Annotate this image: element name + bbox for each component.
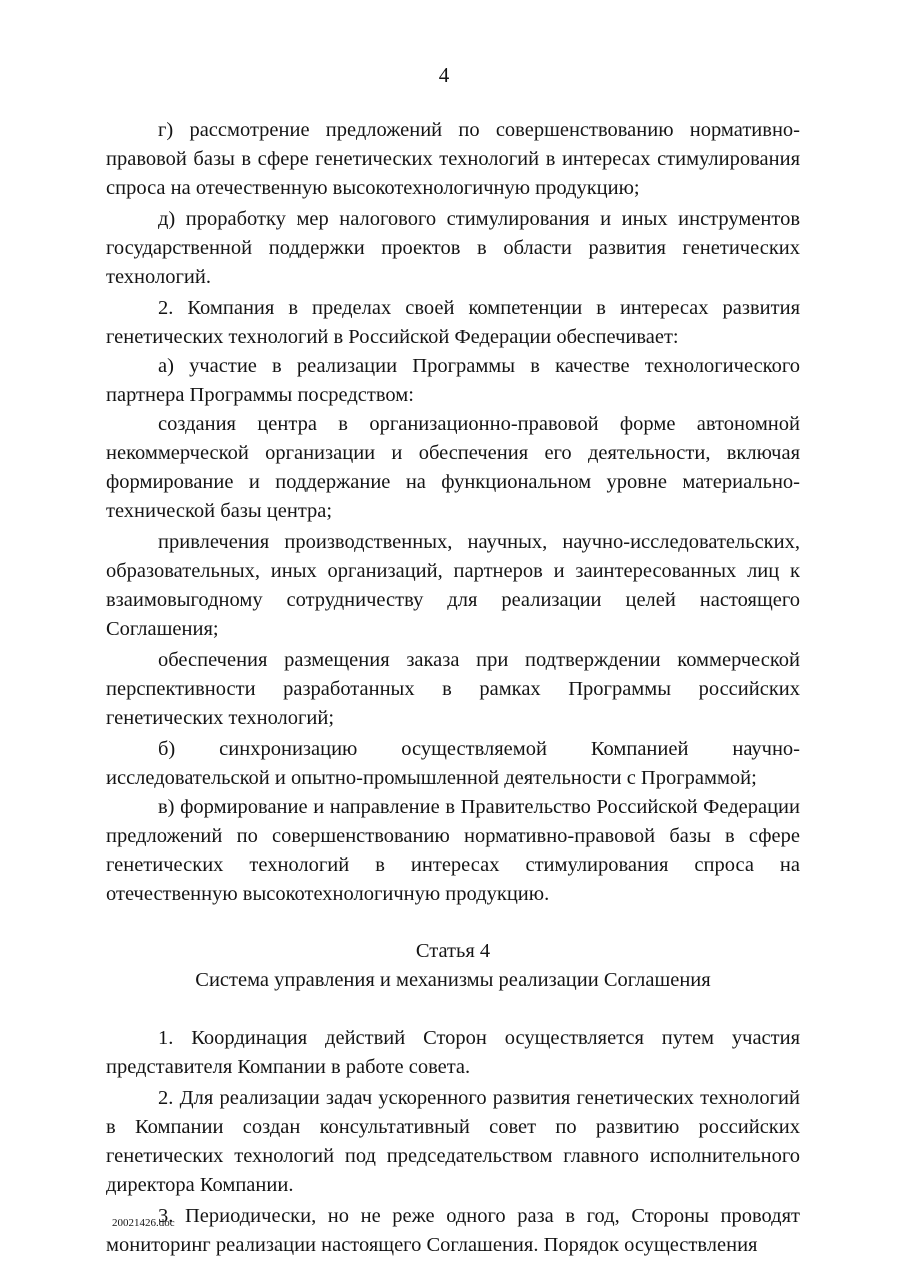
paragraph-center-creation: создания центра в организационно-правовой форме автономной некоммерческой организации и обеспечения его деятельности, включая формирование и поддержание на функциональном уровне материально-технической базы центра;	[106, 413, 800, 522]
paragraph-d: д) проработку мер налогового стимулирования и иных инструментов государственной поддержки проектов в области развития генетических технологий.	[106, 208, 800, 288]
paragraph-1-coordination: 1. Координация действий Сторон осуществляется путем участия представителя Компании в работе совета.	[106, 1027, 800, 1078]
page-number: 4	[438, 63, 450, 87]
paragraph-b: б) синхронизацию осуществляемой Компанией научно-исследовательской и опытно-промышленной деятельности с Программой;	[106, 738, 800, 789]
document-filename: 20021426.doc	[112, 1217, 175, 1229]
paragraph-a: а) участие в реализации Программы в качестве технологического партнера Программы посредством:	[106, 355, 800, 406]
paragraph-v: в) формирование и направление в Правительство Российской Федерации предложений по совершенствованию нормативно-правовой базы в сфере генетических технологий в интересах стимулирования спроса на отечественную высокотехнологичную продукцию.	[106, 796, 800, 905]
paragraph-2: 2. Компания в пределах своей компетенции в интересах развития генетических технологий в Российской Федерации обеспечивает:	[106, 297, 800, 348]
paragraph-3-monitoring: 3. Периодически, но не реже одного раза в год, Стороны проводят мониторинг реализации настоящего Соглашения. Порядок осуществления	[106, 1205, 800, 1256]
article-number: Статья 4	[415, 940, 491, 962]
paragraph-g: г) рассмотрение предложений по совершенствованию нормативно-правовой базы в сфере генетических технологий в интересах стимулирования спроса на отечественную высокотехнологичную продукцию;	[106, 119, 800, 199]
paragraph-attraction: привлечения производственных, научных, научно-исследовательских, образовательных, иных организаций, партнеров и заинтересованных лиц к взаимовыгодному сотрудничеству для реализации целей настоящего Соглашения;	[106, 531, 800, 640]
paragraph-order-placement: обеспечения размещения заказа при подтверждении коммерческой перспективности разработанных в рамках Программы российских генетических технологий;	[106, 649, 800, 729]
article-title: Система управления и механизмы реализации Соглашения	[195, 969, 711, 991]
paragraph-2-council: 2. Для реализации задач ускоренного развития генетических технологий в Компании создан консультативный совет по развитию российских генетических технологий под председательством главного исполнительного директора Компании.	[106, 1087, 800, 1196]
document-body	[106, 116, 800, 1260]
